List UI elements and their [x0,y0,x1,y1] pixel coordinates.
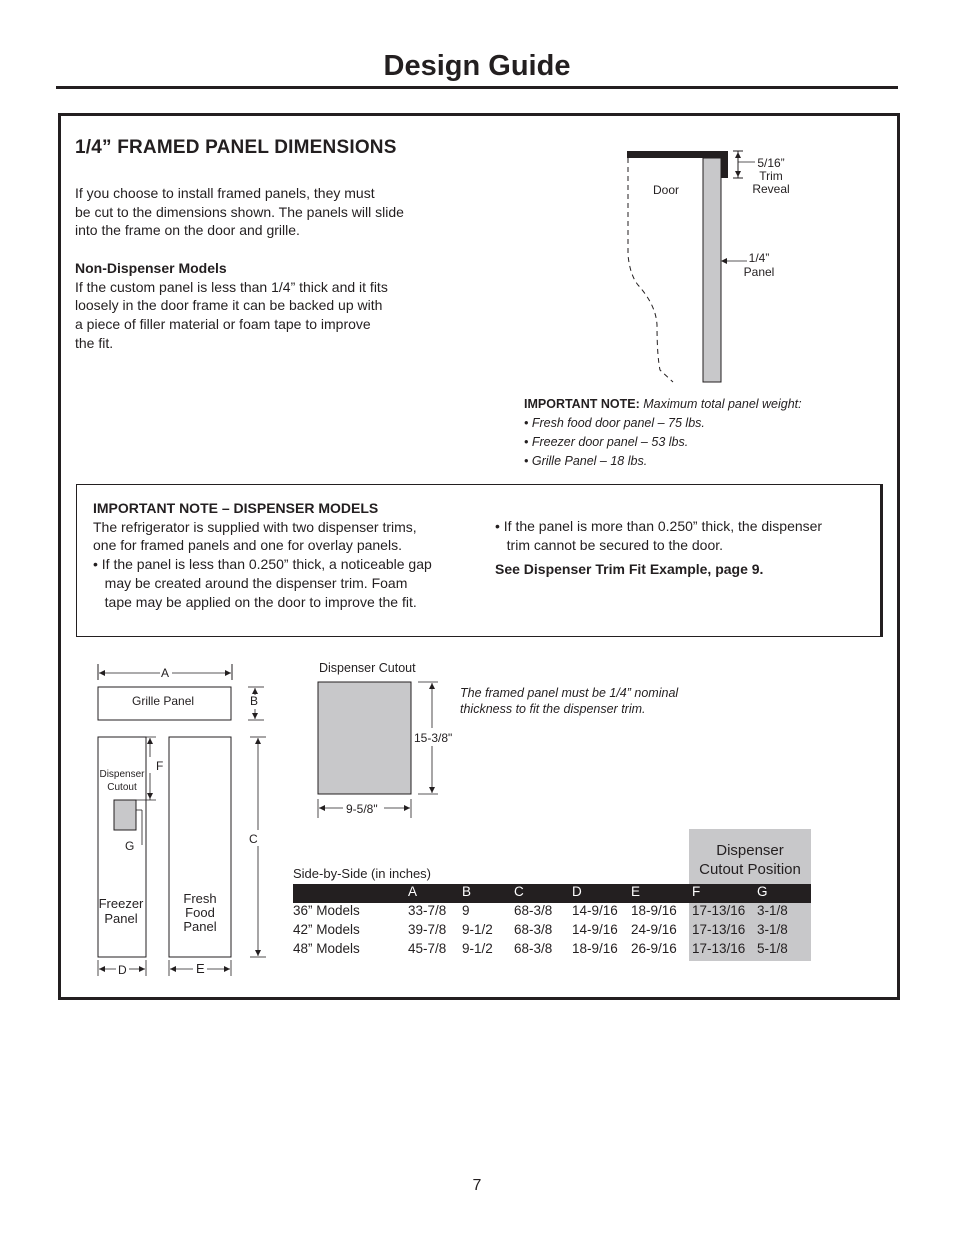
table-header-cell: C [514,884,524,899]
intro-line: into the frame on the door and grille. [75,222,300,239]
dim-label-d: D [118,963,127,977]
non-dispenser-line: loosely in the door frame it can be backed up with [75,297,383,314]
table-cell: 9-1/2 [462,941,493,956]
non-dispenser-heading: Non-Dispenser Models [75,260,227,276]
dim-label-c: C [249,832,258,846]
trim-reveal-line: Reveal [752,182,790,196]
dim-label-f: F [156,759,164,773]
trim-reveal-line: Trim [759,169,783,183]
weight-item: • Freezer door panel – 53 lbs. [524,435,689,449]
intro-line: If you choose to install framed panels, they must [75,185,375,201]
panel-thickness-line: 1/4” [748,251,770,265]
freezer-panel-line: Freezer [98,896,144,911]
grille-panel-label: Grille Panel [132,694,195,708]
table-header-cell: E [631,884,641,899]
panel-layout-diagram [90,660,275,985]
weight-item: • Fresh food door panel – 75 lbs. [524,416,705,430]
weight-note-label: IMPORTANT NOTE: [524,397,640,411]
dispenser-note-line: trim cannot be secured to the door. [495,536,724,553]
dispenser-note-heading: IMPORTANT NOTE – DISPENSER MODELS [93,500,379,516]
table-cell: 14-9/16 [572,903,618,918]
dispenser-cutout-label [96,768,148,794]
quarter-inch-panel [703,158,721,382]
table-cell: 39-7/8 [408,922,447,937]
section-heading: 1/4” FRAMED PANEL DIMENSIONS [75,137,397,158]
cutout-rectangle [318,682,411,794]
cutout-note [460,685,678,717]
cutout-note-line: thickness to fit the dispenser trim. [460,702,646,716]
dispenser-note-right [495,517,865,579]
table-cell: 3-1/8 [757,922,788,937]
table-header-cell: A [408,884,418,899]
table-row-label: 42” Models [293,922,360,937]
dim-label-e: E [196,961,205,976]
table-cell: 9-1/2 [462,922,493,937]
non-dispenser-paragraph [75,259,455,353]
table-cell: 17-13/16 [692,903,746,918]
fresh-food-line: Fresh [183,891,217,906]
table-header-cell: D [572,884,582,899]
fresh-food-line: Food [185,905,215,920]
table-row-label: 48” Models [293,941,360,956]
cutout-position-header-line: Cutout Position [699,861,801,878]
table-cell: 26-9/16 [631,941,677,956]
table-cell: 33-7/8 [408,903,447,918]
dim-label-a: A [161,666,170,680]
dispenser-note-line: one for framed panels and one for overlay panels. [93,537,402,554]
weight-item: • Grille Panel – 18 lbs. [524,454,648,468]
weight-note-text: Maximum total panel weight: [643,397,802,411]
table-row-label: 36” Models [293,903,360,918]
table-header-cell: B [462,884,472,899]
trim-reveal-label [746,156,796,196]
table-cell: 14-9/16 [572,922,618,937]
trim-bar [627,151,728,158]
cutout-position-header [689,841,811,879]
trim-lip [721,151,728,178]
table-cell: 68-3/8 [514,903,553,918]
cutout-diagram-title: Dispenser Cutout [319,661,416,675]
dispenser-note-line: • If the panel is more than 0.250” thick, the dispenser [495,518,823,534]
door-label: Door [653,183,680,197]
dispenser-note-line: tape may be applied on the door to improve the fit. [93,593,417,610]
table-cell: 68-3/8 [514,941,553,956]
dispenser-cutout-line: Dispenser [99,769,145,780]
table-cell: 68-3/8 [514,922,553,937]
non-dispenser-line: a piece of filler material or foam tape to improve [75,316,371,333]
cutout-position-header-line: Dispenser [716,842,784,859]
table-header-cell: F [692,884,701,899]
dispenser-cutout-line: Cutout [107,782,137,793]
cutout-height-label: 15-3/8" [414,731,453,745]
table-cell: 45-7/8 [408,941,447,956]
dispenser-note-line: The refrigerator is supplied with two dispenser trims, [93,518,417,535]
freezer-panel-label [96,896,146,926]
table-header-cell: G [757,884,768,899]
dispenser-cutout-box [114,800,136,830]
dim-label-b: B [250,694,259,708]
panel-thickness-label [738,251,780,279]
dispenser-note-line: • If the panel is less than 0.250” thick, a noticeable gap [93,556,432,573]
table-cell: 17-13/16 [692,922,746,937]
freezer-panel-line: Panel [104,911,138,926]
panel-thickness-line: Panel [743,265,775,279]
see-also-reference: See Dispenser Trim Fit Example, page 9. [495,561,764,578]
intro-paragraph [75,184,455,240]
fresh-food-line: Panel [183,919,217,934]
table-cell: 9 [462,903,470,918]
table-cell: 5-1/8 [757,941,788,956]
table-cell: 17-13/16 [692,941,746,956]
table-cell: 18-9/16 [631,903,677,918]
non-dispenser-line: the fit. [75,334,114,351]
page-number: 7 [472,1177,482,1194]
dispenser-note-line: may be created around the dispenser trim. Foam [93,574,408,591]
table-header-bar [293,884,811,903]
page-title: Design Guide [383,50,571,82]
table-cell: 3-1/8 [757,903,788,918]
table-cell: 24-9/16 [631,922,677,937]
table-caption: Side-by-Side (in inches) [293,866,432,881]
dim-label-g: G [125,839,135,853]
intro-line: be cut to the dimensions shown. The panels will slide [75,203,404,220]
trim-reveal-line: 5/16” [757,156,785,170]
cutout-note-line: The framed panel must be 1/4” nominal [460,686,679,700]
weight-note [524,395,854,471]
fresh-food-panel-label [172,892,228,934]
dispenser-note-left [93,499,483,611]
table-cell: 18-9/16 [572,941,618,956]
cutout-width-label: 9-5/8" [346,802,378,816]
non-dispenser-line: If the custom panel is less than 1/4” thick and it fits [75,278,388,295]
title-divider [56,86,898,89]
